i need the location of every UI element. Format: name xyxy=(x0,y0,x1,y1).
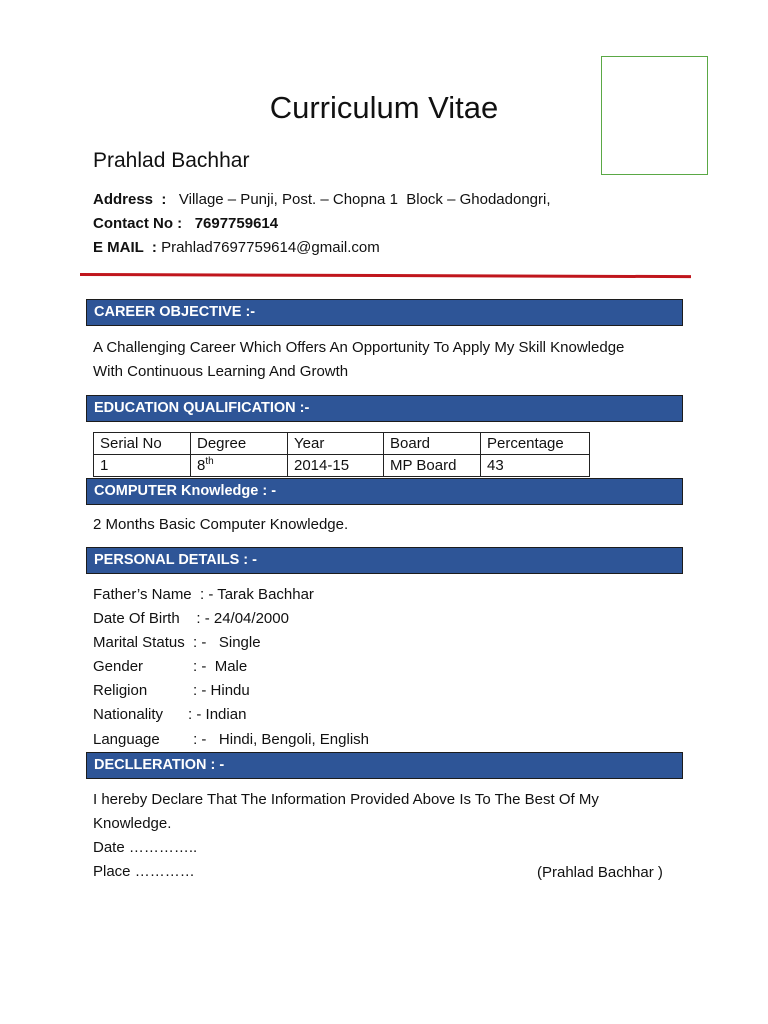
declaration-heading: DECLLERATION : - xyxy=(86,752,683,779)
cell-degree xyxy=(191,455,288,477)
declaration-date: Date ………….. xyxy=(93,839,198,856)
col-year: Year xyxy=(288,433,384,455)
address-row xyxy=(93,191,551,208)
cell-percentage: 43 xyxy=(481,455,590,477)
header-divider xyxy=(80,273,691,278)
career-line-1: A Challenging Career Which Offers An Opportunity To Apply My Skill Knowledge xyxy=(93,339,625,356)
contact-value: 7697759614 xyxy=(194,215,279,232)
degree-suffix: th xyxy=(205,456,214,467)
col-percentage: Percentage xyxy=(481,433,590,455)
date-of-birth: Date Of Birth : - 24/04/2000 xyxy=(93,610,289,627)
degree-number: 8 xyxy=(197,457,206,474)
address-value: Village – Punji, Post. – Chopna 1 Block – Ghodadongri, xyxy=(178,191,551,208)
email-row xyxy=(93,239,380,256)
gender: Gender : - Male xyxy=(93,658,248,675)
career-line-2: With Continuous Learning And Growth xyxy=(93,363,349,380)
computer-knowledge-text: 2 Months Basic Computer Knowledge. xyxy=(93,516,349,533)
career-objective-heading: CAREER OBJECTIVE :- xyxy=(86,299,683,326)
career-objective-text xyxy=(93,336,693,384)
signature-name: (Prahlad Bachhar ) xyxy=(537,864,663,881)
contact-label: Contact No : xyxy=(93,215,183,232)
nationality: Nationality : - Indian xyxy=(93,706,247,723)
personal-details-heading: PERSONAL DETAILS : - xyxy=(86,547,683,574)
education-table xyxy=(93,432,590,477)
language: Language : - Hindi, Bengoli, English xyxy=(93,731,369,748)
email-label: E MAIL : xyxy=(93,239,157,256)
email-value: Prahlad7697759614@gmail.com xyxy=(161,239,380,256)
cell-serial: 1 xyxy=(94,455,191,477)
declaration-line-2: Knowledge. xyxy=(93,815,172,832)
col-serial: Serial No xyxy=(94,433,191,455)
fathers-name: Father’s Name : - Tarak Bachhar xyxy=(93,586,314,603)
computer-knowledge-heading: COMPUTER Knowledge : - xyxy=(86,478,683,505)
candidate-name: Prahlad Bachhar xyxy=(93,149,250,172)
col-degree: Degree xyxy=(191,433,288,455)
education-heading: EDUCATION QUALIFICATION :- xyxy=(86,395,683,422)
page-title: Curriculum Vitae xyxy=(269,90,499,125)
table-header-row xyxy=(94,433,590,455)
address-label: Address : xyxy=(93,191,167,208)
contact-row xyxy=(93,215,278,232)
declaration-place: Place ………… xyxy=(93,863,195,880)
table-row xyxy=(94,455,590,477)
cell-year: 2014-15 xyxy=(288,455,384,477)
col-board: Board xyxy=(384,433,481,455)
declaration-line-1: I hereby Declare That The Information Provided Above Is To The Best Of My xyxy=(93,791,599,808)
religion: Religion : - Hindu xyxy=(93,682,250,699)
cell-board: MP Board xyxy=(384,455,481,477)
marital-status: Marital Status : - Single xyxy=(93,634,261,651)
